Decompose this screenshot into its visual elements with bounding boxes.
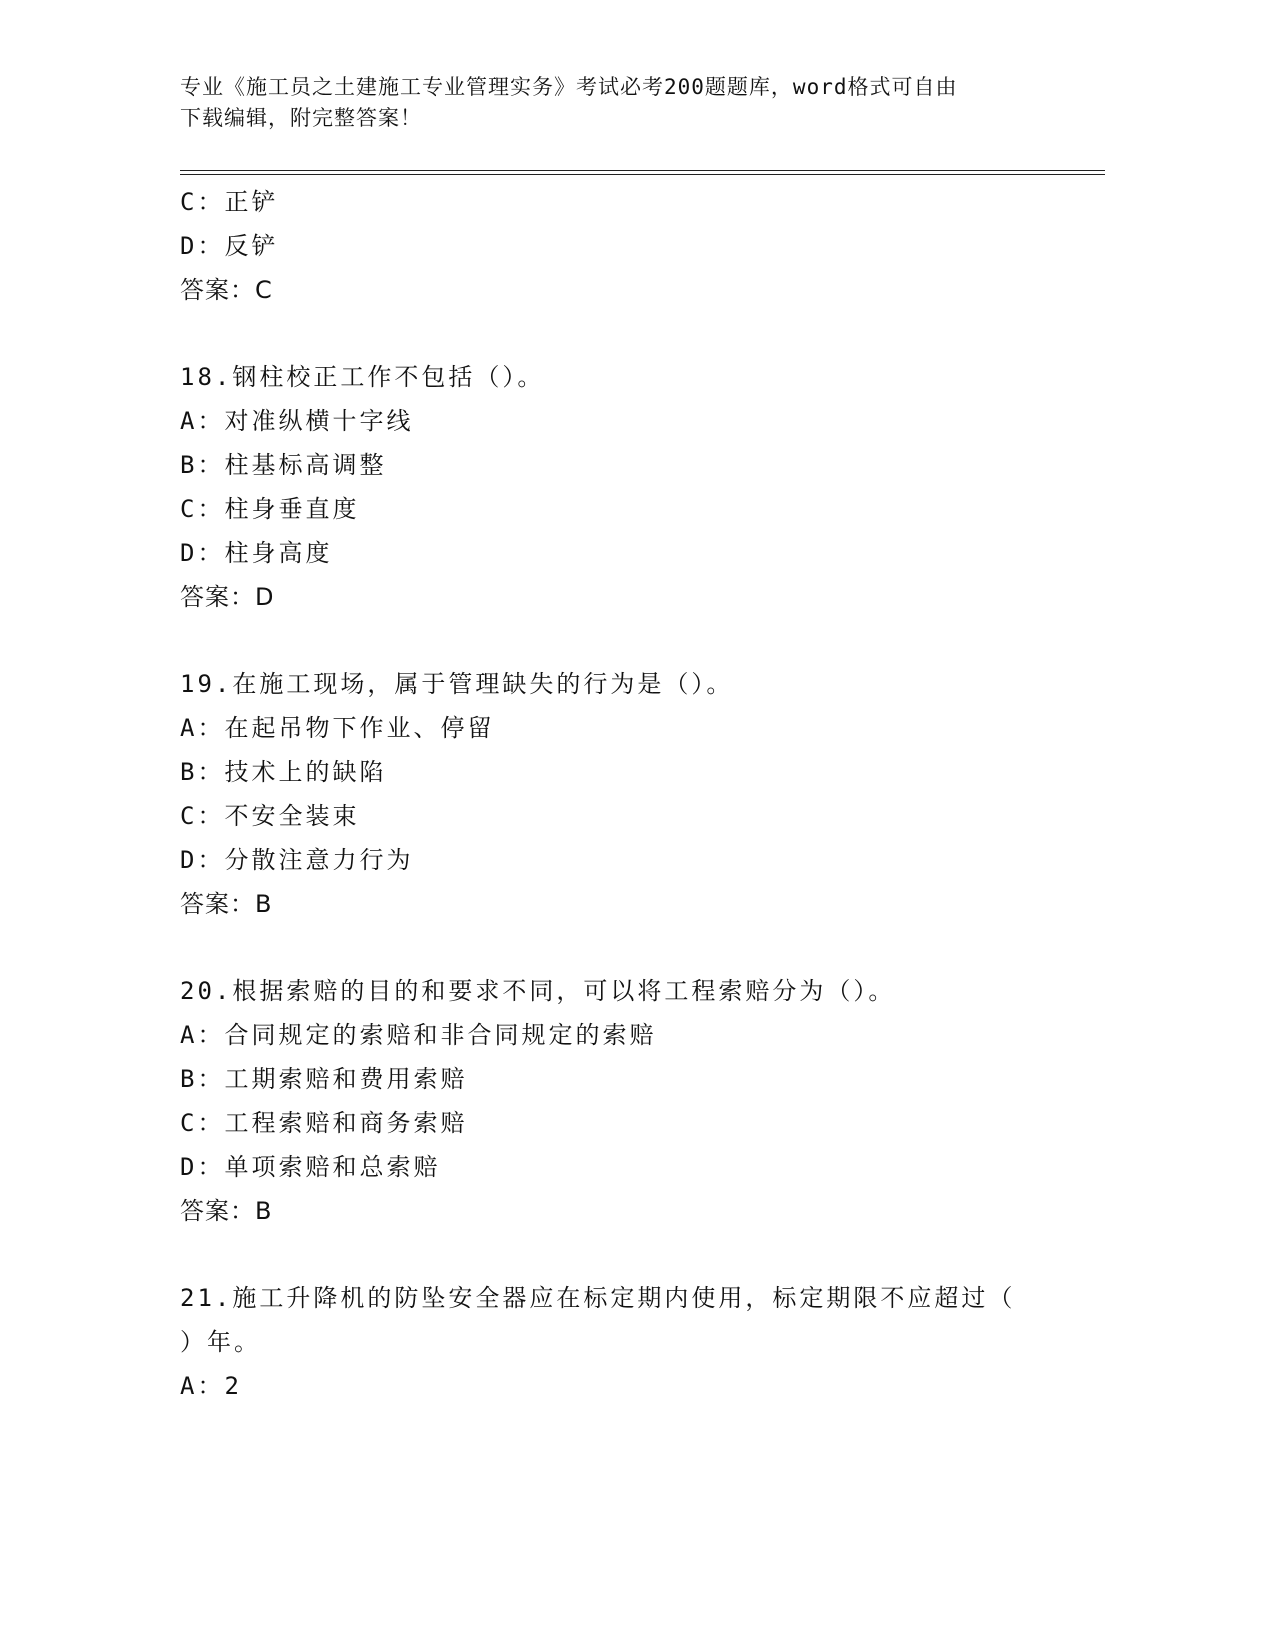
option-d: D：单项索赔和总索赔 (180, 1153, 441, 1181)
question-list (180, 180, 1080, 1408)
question-20 (180, 969, 1080, 1233)
answer: 答案：B (180, 1197, 273, 1225)
question-stem: 19.在施工现场，属于管理缺失的行为是（）。 (180, 670, 734, 698)
option-d: D：柱身高度 (180, 539, 333, 567)
question-19 (180, 662, 1080, 926)
spacer (180, 926, 1080, 969)
option-c: C：柱身垂直度 (180, 495, 360, 523)
option-b: B：柱基标高调整 (180, 451, 387, 479)
spacer (180, 312, 1080, 355)
option-d: D：分散注意力行为 (180, 846, 414, 874)
answer: 答案：B (180, 890, 273, 918)
option-a: A：2 (180, 1372, 242, 1400)
question-stem: 20.根据索赔的目的和要求不同，可以将工程索赔分为（）。 (180, 977, 896, 1005)
prev-option-d: D：反铲 (180, 232, 279, 260)
question-21 (180, 1276, 1080, 1408)
answer: 答案：D (180, 583, 275, 611)
spacer (180, 619, 1080, 662)
question-stem-line-2: ）年。 (180, 1328, 261, 1356)
question-stem: 18.钢柱校正工作不包括（）。 (180, 363, 545, 391)
document-header (180, 72, 1060, 134)
header-divider-bottom (180, 174, 1105, 175)
option-b: B：技术上的缺陷 (180, 758, 387, 786)
option-b: B：工期索赔和费用索赔 (180, 1065, 468, 1093)
prev-answer: 答案：C (180, 276, 273, 304)
option-c: C：不安全装束 (180, 802, 360, 830)
header-title-line-1: 专业《施工员之土建施工专业管理实务》考试必考200题题库，word格式可自由 (180, 75, 958, 99)
option-a: A：在起吊物下作业、停留 (180, 714, 495, 742)
option-a: A：对准纵横十字线 (180, 407, 414, 435)
spacer (180, 1233, 1080, 1276)
question-18 (180, 355, 1080, 619)
header-title-line-2: 下载编辑，附完整答案！ (180, 106, 422, 130)
question-stem-line-1: 21.施工升降机的防坠安全器应在标定期内使用，标定期限不应超过（ (180, 1284, 1016, 1312)
prev-option-c: C：正铲 (180, 188, 279, 216)
option-c: C：工程索赔和商务索赔 (180, 1109, 468, 1137)
header-divider-top (180, 170, 1105, 171)
option-a: A：合同规定的索赔和非合同规定的索赔 (180, 1021, 657, 1049)
